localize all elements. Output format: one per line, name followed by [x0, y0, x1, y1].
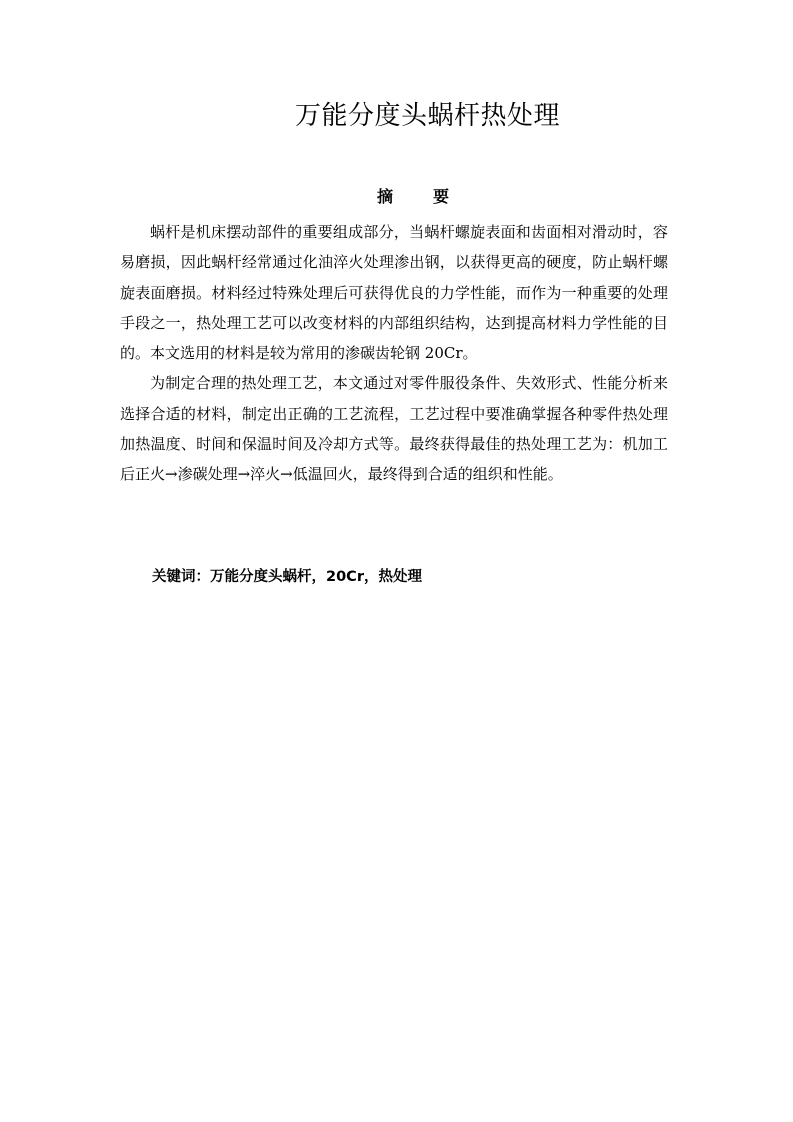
abstract-paragraph: 为制定合理的热处理工艺，本文通过对零件服役条件、失效形式、性能分析来选择合适的材料，制定出正确的工艺流程，工艺过程中要准确掌握各种零件热处理加热温度、时间和保温时间及冷却方式等。最终获得最佳的热处理工艺为：机加工后正火→渗碳处理→淬火→低温回火，最终得到合适的组织和性能。 [120, 374, 668, 484]
abstract-body [120, 217, 668, 490]
keywords-line [152, 562, 672, 592]
keywords-text: 万能分度头蜗杆，20Cr，热处理 [210, 569, 422, 585]
abstract-heading-right: 要 [433, 187, 450, 206]
abstract-paragraph: 蜗杆是机床摆动部件的重要组成部分，当蜗杆螺旋表面和齿面相对滑动时，容易磨损，因此蜗杆经常通过化油淬火处理渗出钢，以获得更高的硬度，防止蜗杆螺旋表面磨损。材料经过特殊处理后可获得优良的力学性能，而作为一种重要的处理手段之一，热处理工艺可以改变材料的内部组织结构，达到提高材料力学性能的目的。本文选用的材料是较为常用的渗碳齿轮钢 20Cr。 [120, 223, 668, 363]
abstract-heading-left: 摘 [376, 187, 393, 206]
abstract-heading [0, 184, 793, 210]
document-title: 万能分度头蜗杆热处理 [294, 101, 560, 131]
keywords-label: 关键词： [152, 569, 210, 585]
